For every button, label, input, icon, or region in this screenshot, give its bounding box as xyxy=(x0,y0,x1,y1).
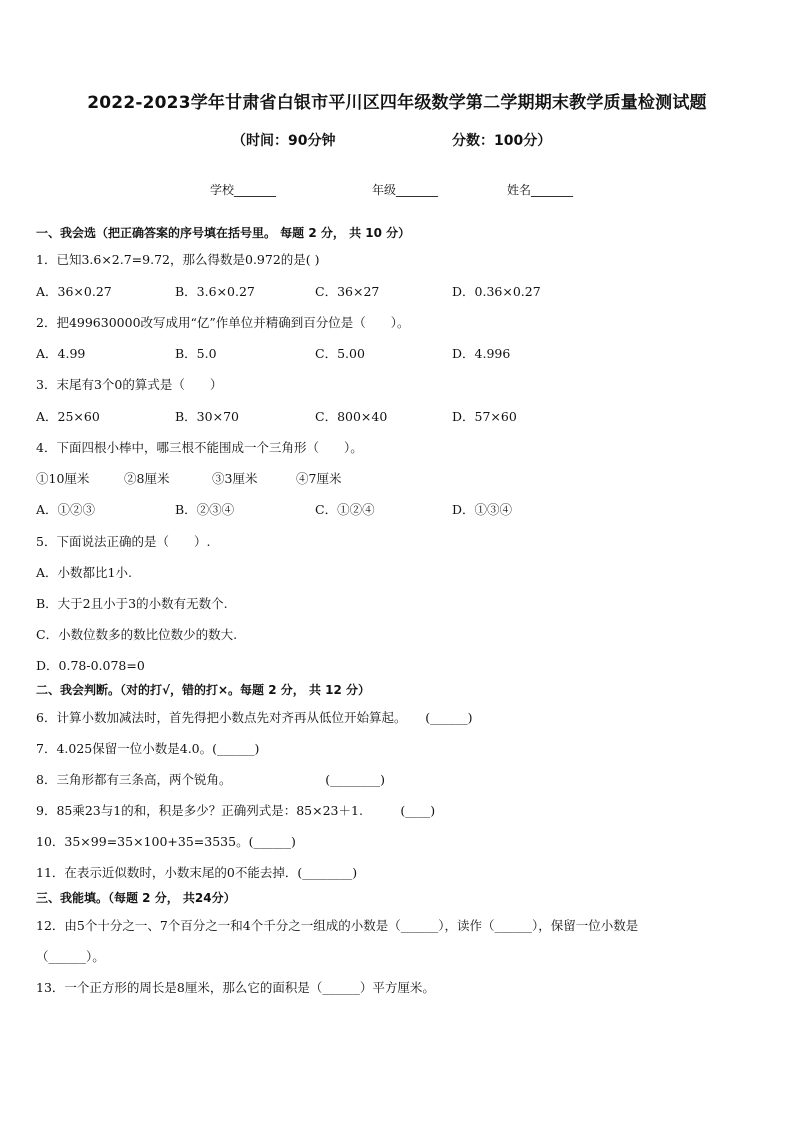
option-b: B．30×70 xyxy=(175,409,239,424)
grade-field: 年级_______ xyxy=(372,183,439,197)
option-c: C．800×40 xyxy=(315,409,388,424)
option-b: B．3.6×0.27 xyxy=(175,284,255,299)
school-field: 学校_______ xyxy=(210,183,277,197)
question-7: 7．4.025保留一位小数是4.0。(______) xyxy=(36,741,260,756)
question-8: 8．三角形都有三条高，两个锐角。 (________) xyxy=(36,772,385,787)
question-9: 9．85乘23与1的和，积是多少？正确列式是：85×23＋1. (____) xyxy=(36,803,436,818)
question-5-option-a: A．小数都比1小. xyxy=(36,565,132,580)
option-d: D．0.36×0.27 xyxy=(452,284,541,299)
stick-4: ④7厘米 xyxy=(296,471,342,486)
question-1: 1．已知3.6×2.7=9.72，那么得数是0.972的是( ) xyxy=(36,252,320,267)
question-2: 2．把499630000改写成用“亿”作单位并精确到百分位是（ ）。 xyxy=(36,315,410,330)
exam-time: （时间：90分钟 xyxy=(232,133,336,149)
option-b: B．5.0 xyxy=(175,346,217,361)
question-5: 5．下面说法正确的是（ ）. xyxy=(36,534,211,549)
stick-1: ①10厘米 xyxy=(36,471,90,486)
option-a: A．25×60 xyxy=(36,409,100,424)
option-c: C．36×27 xyxy=(315,284,380,299)
question-5-option-b: B．大于2且小于3的小数有无数个. xyxy=(36,596,228,611)
option-d: D．57×60 xyxy=(452,409,517,424)
question-10: 10．35×99=35×100+35=3535。(______) xyxy=(36,834,296,849)
question-11: 11．在表示近似数时，小数末尾的0不能去掉．(________) xyxy=(36,865,358,880)
option-a: A．4.99 xyxy=(36,346,86,361)
name-field: 姓名_______ xyxy=(507,183,574,197)
section-heading-3: 三、我能填。（每题 2 分， 共24分） xyxy=(36,891,236,905)
option-b: B．②③④ xyxy=(175,502,235,517)
option-d: D．①③④ xyxy=(452,502,513,517)
section-heading-1: 一、我会选（把正确答案的序号填在括号里。 每题 2 分， 共 10 分） xyxy=(36,226,411,240)
option-d: D．4.996 xyxy=(452,346,511,361)
question-13: 13．一个正方形的周长是8厘米，那么它的面积是（______）平方厘米。 xyxy=(36,980,435,995)
question-3: 3．末尾有3个0的算式是（ ） xyxy=(36,377,223,392)
question-5-option-c: C．小数位数多的数比位数少的数大. xyxy=(36,627,238,642)
question-12-cont: （______）。 xyxy=(36,949,105,964)
page-title: 2022-2023学年甘肃省白银市平川区四年级数学第二学期期末教学质量检测试题 xyxy=(87,93,707,113)
section-heading-2: 二、我会判断。（对的打√，错的打×。每题 2 分， 共 12 分） xyxy=(36,683,370,697)
question-6: 6．计算小数加减法时，首先得把小数点先对齐再从低位开始算起。 (______) xyxy=(36,710,473,725)
stick-2: ②8厘米 xyxy=(124,471,170,486)
option-c: C．①②④ xyxy=(315,502,375,517)
option-c: C．5.00 xyxy=(315,346,365,361)
question-4: 4．下面四根小棒中，哪三根不能围成一个三角形（ ）。 xyxy=(36,440,363,455)
stick-3: ③3厘米 xyxy=(212,471,258,486)
exam-score: 分数：100分） xyxy=(452,133,552,149)
option-a: A．①②③ xyxy=(36,502,96,517)
question-5-option-d: D．0.78-0.078=0 xyxy=(36,658,145,673)
option-a: A．36×0.27 xyxy=(36,284,112,299)
question-12: 12．由5个十分之一、7个百分之一和4个千分之一组成的小数是（______），读作（______），保留一位小数是 xyxy=(36,918,639,933)
